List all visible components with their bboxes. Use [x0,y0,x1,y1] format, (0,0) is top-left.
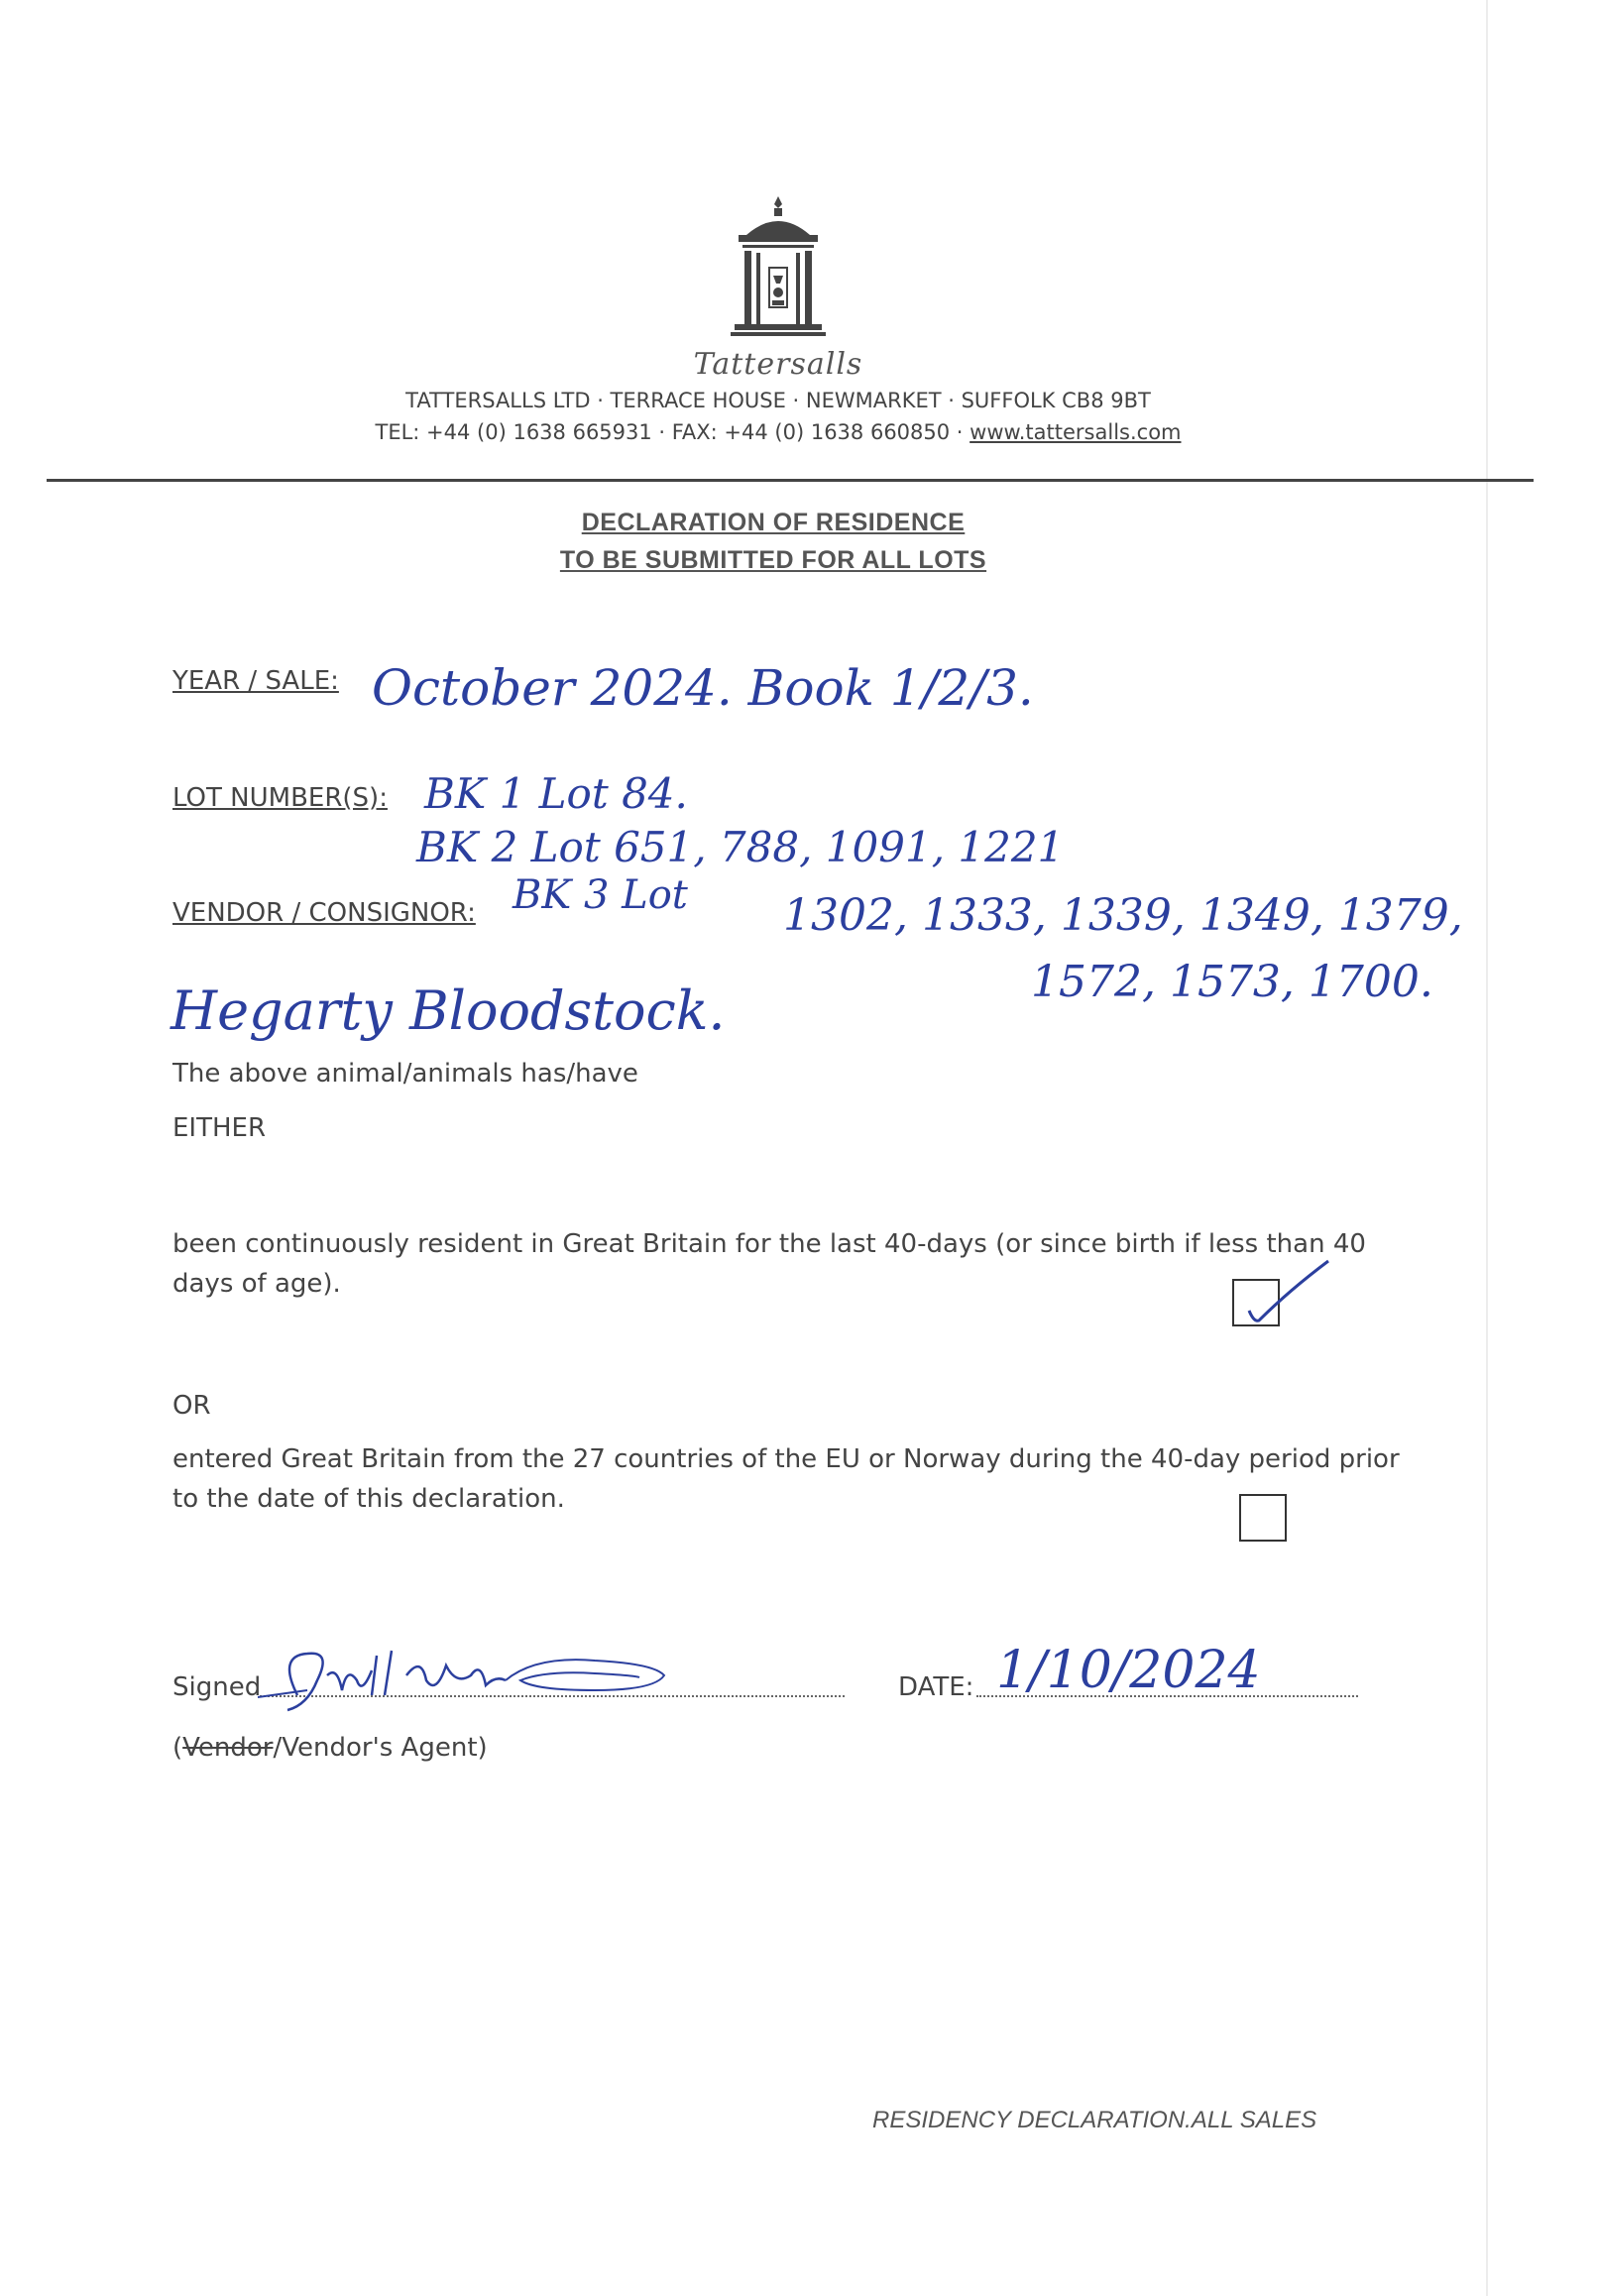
header-divider [47,479,1534,482]
year-sale-value[interactable]: October 2024. Book 1/2/3. [372,659,1034,717]
signatory-role [172,1728,488,1768]
lot-numbers-book3[interactable]: 1302, 1333, 1339, 1349, 1379, [783,890,1463,941]
option-entered-text: entered Great Britain from the 27 countries of the EU or Norway during the 40-day period prior to the date of this declaration. [172,1444,1400,1514]
year-sale-label: YEAR / SALE: [172,666,339,696]
role-vendor-struck: Vendor [182,1733,274,1763]
company-contact [248,420,1309,444]
date-value[interactable]: 1/10/2024 [996,1641,1261,1700]
lot-numbers-book2[interactable]: BK 2 Lot 651, 788, 1091, 1221 [416,823,1065,871]
signed-label: Signed [172,1672,262,1702]
form-title: DECLARATION OF RESIDENCE [581,509,966,536]
option-resident-text: been continuously resident in Great Britain for the last 40-days (or since birth if less than 40 days of age). [172,1229,1366,1299]
or-heading: OR [172,1391,211,1421]
option-entered-checkbox[interactable] [1239,1494,1287,1542]
signature-drawing[interactable] [238,1636,674,1725]
declaration-intro: The above animal/animals has/have [172,1059,638,1089]
role-open-paren: ( [172,1733,183,1763]
vendor-consignor-value[interactable]: Hegarty Bloodstock. [171,979,726,1042]
tattersalls-logo-icon [729,193,828,342]
page-edge-shadow [1486,0,1488,2296]
company-address: TATTERSALLS LTD · TERRACE HOUSE · NEWMARKET · SUFFOLK CB8 9BT [405,389,1151,412]
role-vendor-agent: /Vendor's Agent) [273,1733,488,1763]
either-heading: EITHER [172,1113,267,1143]
lot-numbers-label: LOT NUMBER(S): [172,783,388,813]
website-link[interactable]: www.tattersalls.com [970,420,1182,444]
brand-name: Tattersalls [693,347,863,382]
contact-numbers: TEL: +44 (0) 1638 665931 · FAX: +44 (0) 1638 660850 · [375,420,970,444]
vendor-consignor-label: VENDOR / CONSIGNOR: [172,898,476,928]
lot-numbers-book3-prefix[interactable]: BK 3 Lot [513,872,688,918]
form-subtitle: TO BE SUBMITTED FOR ALL LOTS [559,546,987,574]
lot-numbers-book3-cont[interactable]: 1572, 1573, 1700. [1031,957,1433,1007]
date-label: DATE: [898,1672,974,1702]
lot-numbers-book1[interactable]: BK 1 Lot 84. [424,769,688,818]
checkmark-icon [1229,1251,1338,1330]
footer-note: RESIDENCY DECLARATION.ALL SALES [872,2107,1317,2133]
